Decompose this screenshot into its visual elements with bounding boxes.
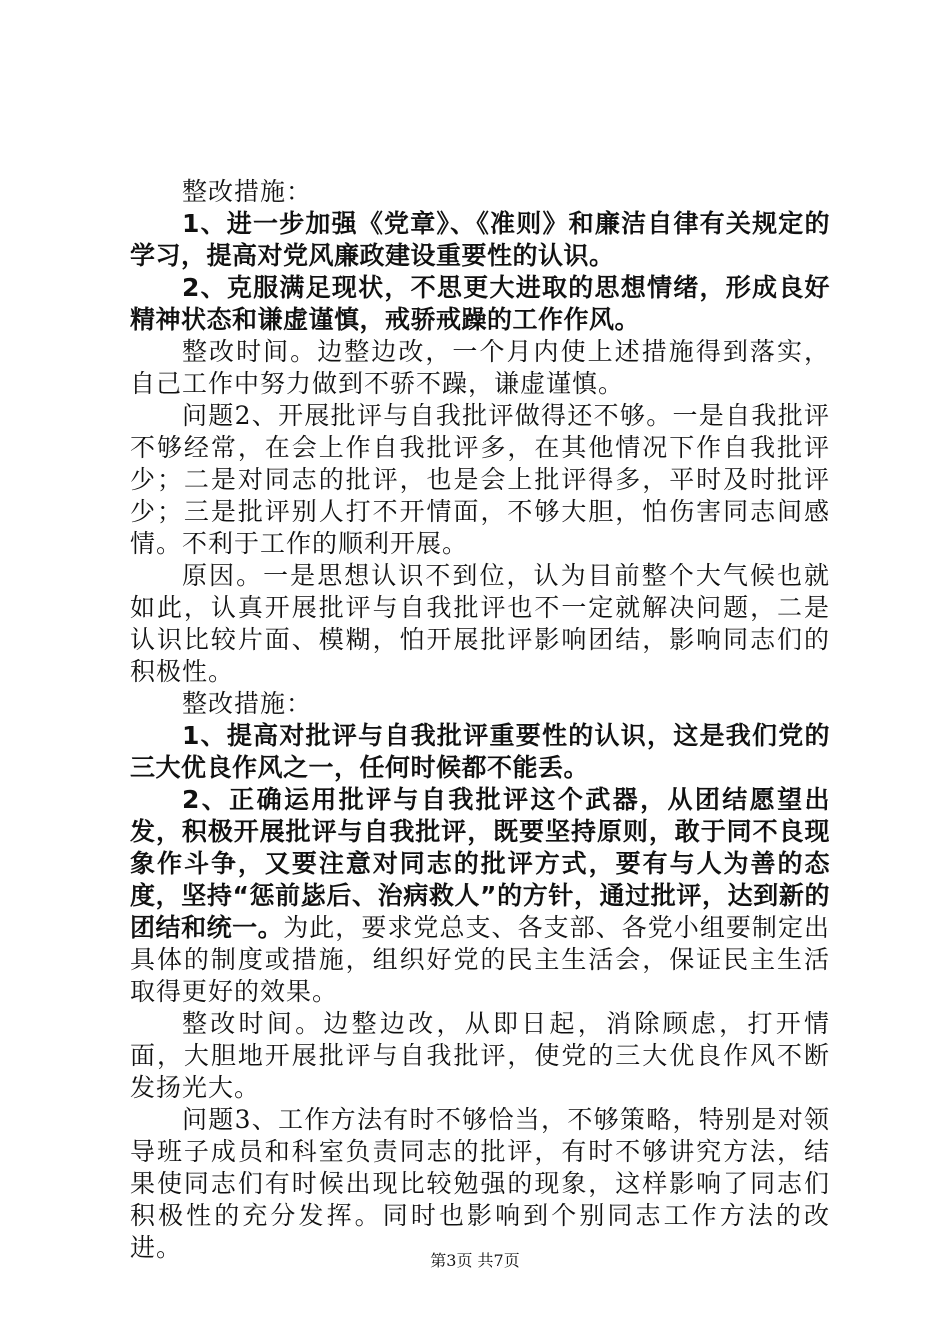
paragraph-measure-2-2-regular: 为此，要求党总支、各支部、各党小组要制定出具体的制度或措施，组织好党的民主生活会，保证民主生活取得更好的效果。 (130, 913, 830, 1006)
page-footer: 第3页 共7页 (430, 1251, 520, 1270)
paragraph-rectification-time-2: 整改时间。边整边改，从即日起，消除顾虑，打开情面，大胆地开展批评与自我批评，使党的三大优良作风不断发扬光大。 (130, 1009, 830, 1102)
paragraph-reasons: 原因。一是思想认识不到位，认为目前整个大气候也就如此，认真开展批评与自我批评也不一定就解决问题，二是认识比较片面、模糊，怕开展批评影响团结，影响同志们的积极性。 (130, 561, 830, 686)
paragraph-measure-2: 2、克服满足现状，不思更大进取的思想情绪，形成良好精神状态和谦虚谨慎，戒骄戒躁的工作作风。 (130, 273, 830, 334)
paragraph-measures-heading-2: 整改措施： (182, 689, 313, 718)
paragraph-measures-heading: 整改措施： (182, 177, 313, 206)
document-body (130, 176, 830, 1264)
paragraph-problem-2: 问题2、开展批评与自我批评做得还不够。一是自我批评不够经常，在会上作自我批评多，在其他情况下作自我批评少；二是对同志的批评，也是会上批评得多，平时及时批评少；三是批评别人打不开情面，不够大胆，怕伤害同志间感情。不利于工作的顺利开展。 (130, 401, 830, 558)
paragraph-measure-1: 1、进一步加强《党章》、《准则》和廉洁自律有关规定的学习，提高对党风廉政建设重要性的认识。 (130, 209, 830, 270)
paragraph-measure-2-1: 1、提高对批评与自我批评重要性的认识，这是我们党的三大优良作风之一，任何时候都不能丢。 (130, 721, 830, 782)
paragraph-measure-2-2-bold: 2、正确运用批评与自我批评这个武器，从团结愿望出发，积极开展批评与自我批评，既要坚持原则，敢于同不良现象作斗争，又要注意对同志的批评方式，要有与人为善的态度，坚持“惩前毖后、治病救人”的方针，通过批评，达到新的团结和统一。 (130, 785, 830, 942)
paragraph-measure-2-2 (130, 784, 830, 1008)
paragraph-rectification-time: 整改时间。边整边改，一个月内使上述措施得到落实，自己工作中努力做到不骄不躁，谦虚谨慎。 (130, 337, 830, 398)
paragraph-problem-3: 问题3、工作方法有时不够恰当，不够策略，特别是对领导班子成员和科室负责同志的批评，有时不够讲究方法，结果使同志们有时候出现比较勉强的现象，这样影响了同志们积极性的充分发挥。同时也影响到个别同志工作方法的改进。 (130, 1105, 830, 1262)
